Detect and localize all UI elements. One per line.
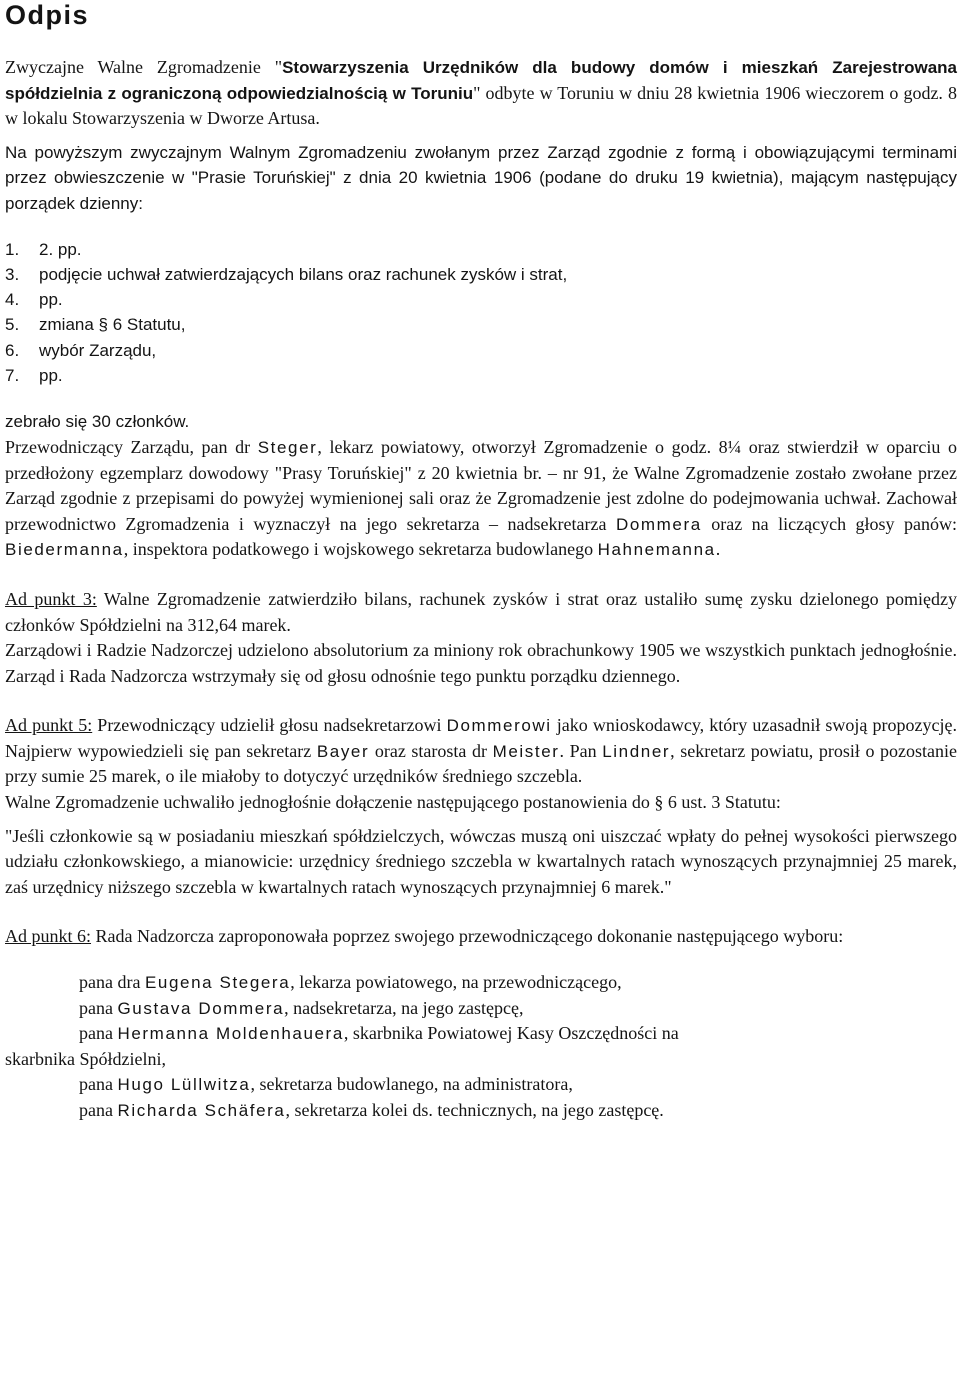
- association-name: Stowarzyszenia Urzędników dla budowy domów i mieszkań Zarejestrowana spółdzielnia z ograniczoną odpowiedzialnością w Toruniu: [5, 58, 958, 103]
- convocation-paragraph: Na powyższym zwyczajnym Walnym Zgromadzeniu zwołanym przez Zarząd zgodnie z formą i obowiązującymi terminami przez obwieszczenie w "Prasie Toruńskiej" z dnia 20 kwietnia 1906 (podane do druku 19 kwietnia), mającym następujący porządek dzienny:: [5, 142, 957, 213]
- name-biedermanna: Biedermanna: [5, 540, 124, 560]
- election-row: pana Hugo Lüllwitza, sekretarza budowlanego, na administratora,: [79, 1074, 573, 1095]
- agenda-item: 6. wybór Zarządu,: [5, 340, 157, 360]
- absolutorium-paragraph: Zarządowi i Radzie Nadzorczej udzielono absolutorium za miniony rok obrachunkowy 1905 we wszystkich punktach jednogłośnie. Zarząd i Rada Nadzorcza wstrzymały się od głosu odnośnie tego punktu porządku dziennego.: [5, 640, 957, 686]
- document-title: Odpis: [5, 0, 90, 30]
- ad-punkt-3-label: Ad punkt 3:: [5, 588, 97, 609]
- election-row: pana dra Eugena Stegera, lekarza powiatowego, na przewodniczącego,: [79, 972, 622, 993]
- attendance-line: zebrało się 30 członków.: [5, 412, 190, 432]
- name-hahnemanna: Hahnemanna: [597, 540, 716, 560]
- statute-quote: "Jeśli członkowie są w posiadaniu mieszkań spółdzielczych, wówczas muszą oni uiszczać wpłaty do pełnej wysokości pierwszego udziału członkowskiego, a mianowicie: urzędnicy średniego szczebla w kwartalnych ratach wynoszących przynajmniej 25 marek, zaś urzędnicy niższego szczebla w kwartalnych ratach wynoszących przynajmniej 6 marek.": [5, 825, 957, 897]
- name-eugen-steger: Eugena Stegera: [144, 973, 291, 993]
- ad-punkt-6-paragraph: Ad punkt 6: Rada Nadzorcza zaproponowała poprzez swojego przewodniczącego dokonanie następującego wyboru:: [5, 926, 844, 947]
- agenda-item: 7. pp.: [5, 366, 63, 386]
- name-gustav-dommer: Gustava Dommera: [117, 998, 285, 1018]
- statute-amendment-paragraph: Walne Zgromadzenie uchwaliło jednogłośnie dołączenie następującego postanowienia do § 6 ust. 3 Statutu:: [5, 792, 781, 813]
- intro-paragraph: Zwyczajne Walne Zgromadzenie "Stowarzyszenia Urzędników dla budowy domów i mieszkań Zarejestrowana spółdzielnia z ograniczoną odpowiedzialnością w Toruniu" odbyte w Toruniu w dniu 28 kwietnia 1906 wieczorem o godz. 8 w lokalu Stowarzyszenia w Dworze Artusa.: [5, 57, 958, 129]
- name-steger: Steger: [257, 437, 318, 457]
- name-lindner: Lindner: [602, 741, 671, 761]
- election-row: pana Hermanna Moldenhauera, skarbnika Powiatowej Kasy Oszczędności na: [79, 1023, 679, 1044]
- election-row: pana Richarda Schäfera, sekretarza kolei ds. technicznych, na jego zastępcę.: [79, 1100, 664, 1120]
- name-hermann-moldenhauer: Hermanna Moldenhauera: [117, 1024, 344, 1044]
- name-richard-schafer: Richarda Schäfera: [117, 1101, 286, 1120]
- election-row-continuation: skarbnika Spółdzielni,: [5, 1048, 166, 1069]
- chair-paragraph: Przewodniczący Zarządu, pan dr Steger, lekarz powiatowy, otworzył Zgromadzenie o godz. 8¼ oraz stwierdził w oparciu o przedłożony egzemplarz dowodowy "Prasy Toruńskiej" z 20 kwietnia br. – nr 91, że Walne Zgromadzenie zostało zwołane przez Zarząd zgodnie z przepisami do powyżej wymienionej sali oraz że Zgromadzenie jest zdolne do podejmowania uchwał. Zachował przewodnictwo Zgromadzenia i wyznaczył na jego sekretarza – nadsekretarza Dommera oraz na liczących głosy panów: Biedermanna, inspektora podatkowego i wojskowego sekretarza budowlanego Hahnemanna.: [5, 436, 958, 560]
- election-row: pana Gustava Dommera, nadsekretarza, na jego zastępcę,: [79, 997, 524, 1018]
- ad-punkt-6-label: Ad punkt 6:: [5, 926, 92, 947]
- name-meister: Meister: [492, 741, 560, 761]
- ad-punkt-5-label: Ad punkt 5:: [5, 715, 93, 736]
- ad-punkt-5-paragraph: Ad punkt 5: Przewodniczący udzielił głosu nadsekretarzowi Dommerowi jako wnioskodawcy, który uzasadnił swoją propozycję. Najpierw wypowiedzieli się pan sekretarz Bayer oraz starosta dr Meister. Pan Lindner, sekretarz powiatu, prosił o pozostanie przy sumie 25 marek, o ile miałoby to dotyczyć urzędników średniego szczebla.: [5, 715, 958, 787]
- agenda-list: [5, 237, 957, 389]
- name-bayer: Bayer: [316, 741, 370, 761]
- agenda-item: 3. podjęcie uchwał zatwierdzających bilans oraz rachunek zysków i strat,: [5, 264, 568, 284]
- ad-punkt-3-paragraph: Ad punkt 3: Walne Zgromadzenie zatwierdziło bilans, rachunek zysków i strat oraz ustaliło sumę zysku dzielonego pomiędzy członków Spółdzielni na 312,64 marek.: [5, 588, 957, 635]
- name-dommera: Dommera: [615, 514, 702, 534]
- name-dommerowi: Dommerowi: [446, 716, 552, 736]
- agenda-item: 4. pp.: [5, 290, 63, 310]
- name-hugo-lullwitz: Hugo Lüllwitza: [117, 1075, 251, 1095]
- agenda-item: 5. zmiana § 6 Statutu,: [5, 315, 186, 335]
- agenda-item: 1. 2. pp.: [5, 239, 82, 259]
